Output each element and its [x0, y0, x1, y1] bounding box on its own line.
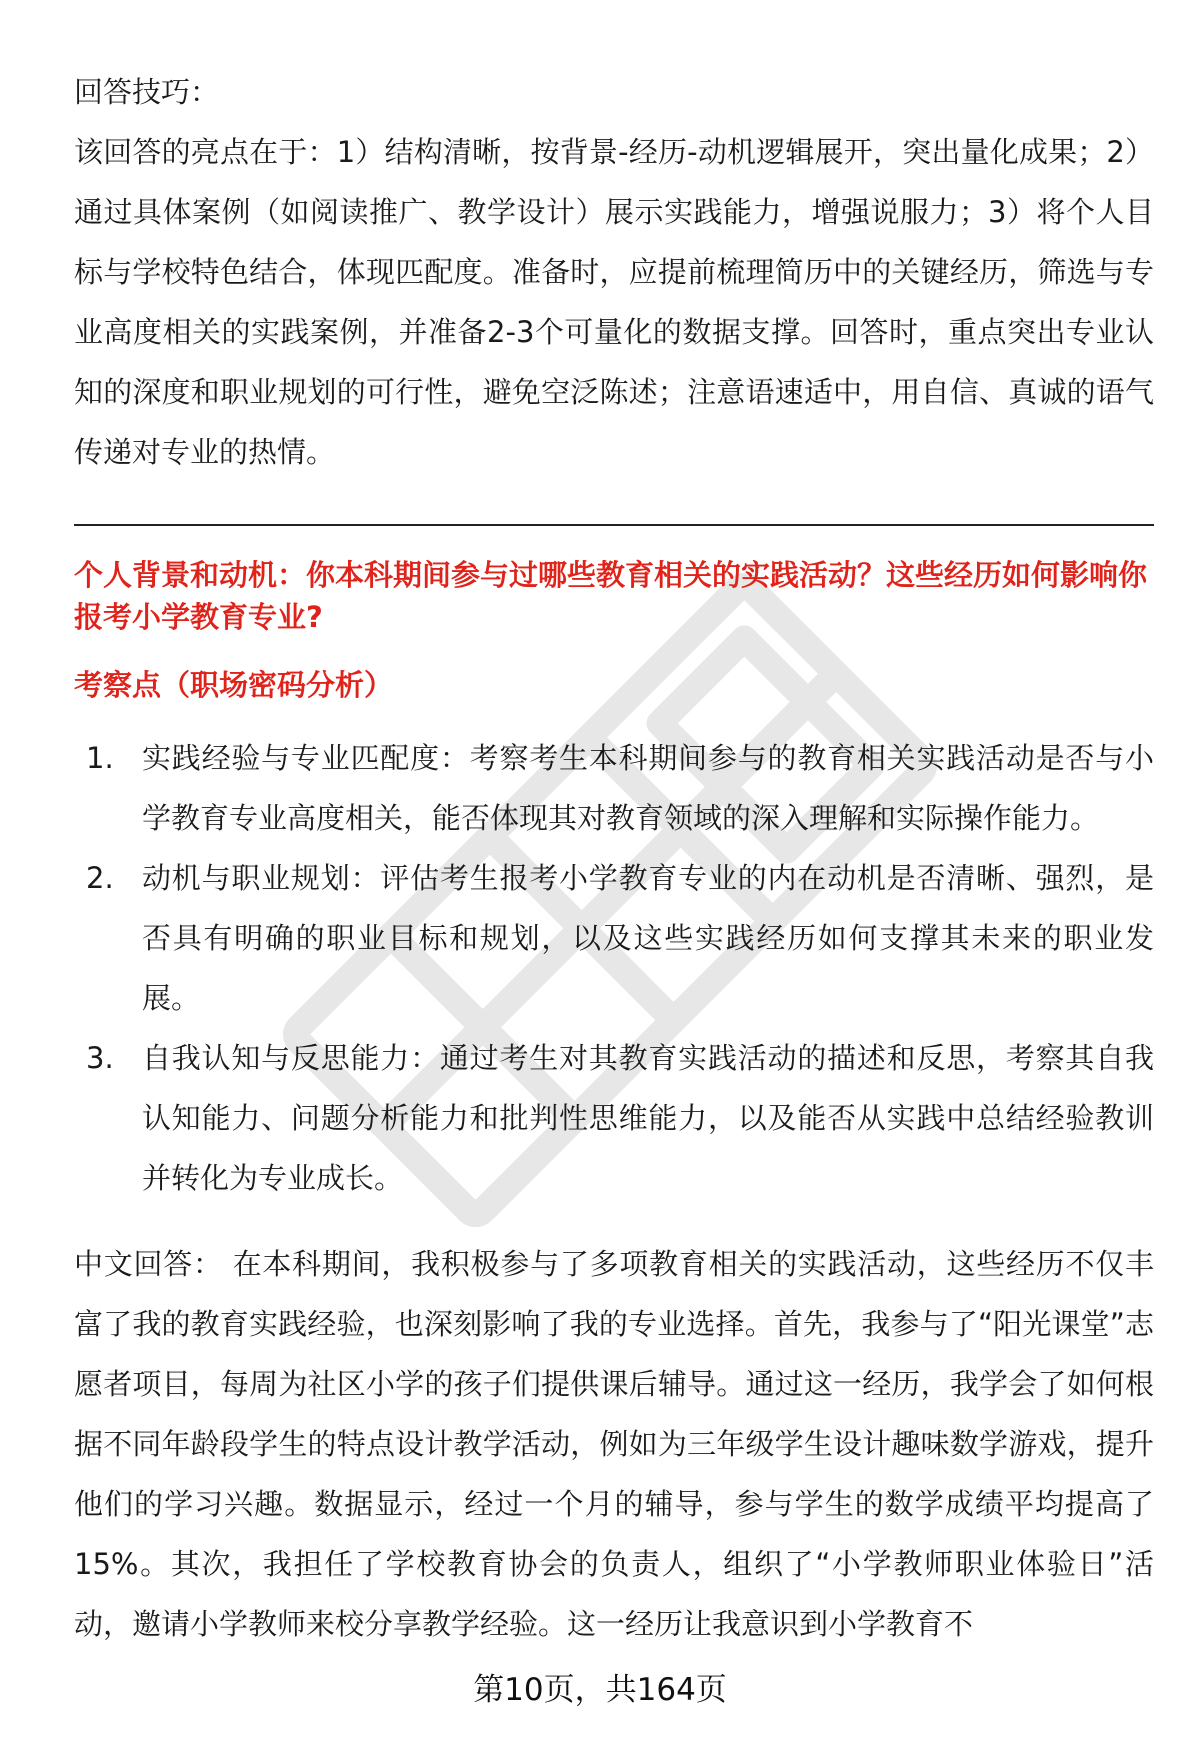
list-item-number: 3. [86, 1041, 114, 1075]
intro-label: 回答技巧： [74, 75, 220, 109]
list-item-text: 自我认知与反思能力：通过考生对其教育实践活动的描述和反思，考察其自我认知能力、问题分析能力和批判性思维能力，以及能否从实践中总结经验教训并转化为专业成长。 [142, 1041, 1154, 1195]
intro-body: 该回答的亮点在于：1）结构清晰，按背景-经历-动机逻辑展开，突出量化成果；2）通过具体案例（如阅读推广、教学设计）展示实践能力，增强说服力；3）将个人目标与学校特色结合，体现匹配度。准备时，应提前梳理简历中的关键经历，筛选与专业高度相关的实践案例，并准备2-3个可量化的数据支撑。回答时，重点突出专业认知的深度和职业规划的可行性，避免空泛陈述；注意语速适中，用自信、真诚的语气传递对专业的热情。 [74, 135, 1154, 469]
list-item [74, 728, 1154, 848]
list-item-text: 动机与职业规划：评估考生报考小学教育专业的内在动机是否清晰、强烈，是否具有明确的职业目标和规划，以及这些实践经历如何支撑其未来的职业发展。 [142, 861, 1154, 1015]
section-title: 考察点（职场密码分析） [74, 668, 394, 702]
page-number-footer: 第10页，共164页 [473, 1672, 727, 1708]
list-item-number: 2. [86, 861, 114, 895]
intro-paragraph [74, 62, 1154, 482]
points-list [74, 728, 1154, 1208]
answer-paragraph [74, 1234, 1154, 1654]
question-heading: 个人背景和动机：你本科期间参与过哪些教育相关的实践活动？这些经历如何影响你报考小学教育专业? [74, 558, 1148, 634]
answer-label: 中文回答： [74, 1247, 223, 1281]
main-content [74, 62, 1154, 1654]
list-item [74, 1028, 1154, 1208]
list-item-text: 实践经验与专业匹配度：考察考生本科期间参与的教育相关实践活动是否与小学教育专业高度相关，能否体现其对教育领域的深入理解和实际操作能力。 [142, 741, 1154, 835]
list-item [74, 848, 1154, 1028]
list-item-number: 1. [86, 741, 114, 775]
answer-body: 在本科期间，我积极参与了多项教育相关的实践活动，这些经历不仅丰富了我的教育实践经验，也深刻影响了我的专业选择。首先，我参与了“阳光课堂”志愿者项目，每周为社区小学的孩子们提供课后辅导。通过这一经历，我学会了如何根据不同年龄段学生的特点设计教学活动，例如为三年级学生设计趣味数学游戏，提升他们的学习兴趣。数据显示，经过一个月的辅导，参与学生的数学成绩平均提高了15%。其次，我担任了学校教育协会的负责人，组织了“小学教师职业体验日”活动，邀请小学教师来校分享教学经验。这一经历让我意识到小学教育不 [74, 1247, 1154, 1641]
section-divider [74, 524, 1154, 526]
